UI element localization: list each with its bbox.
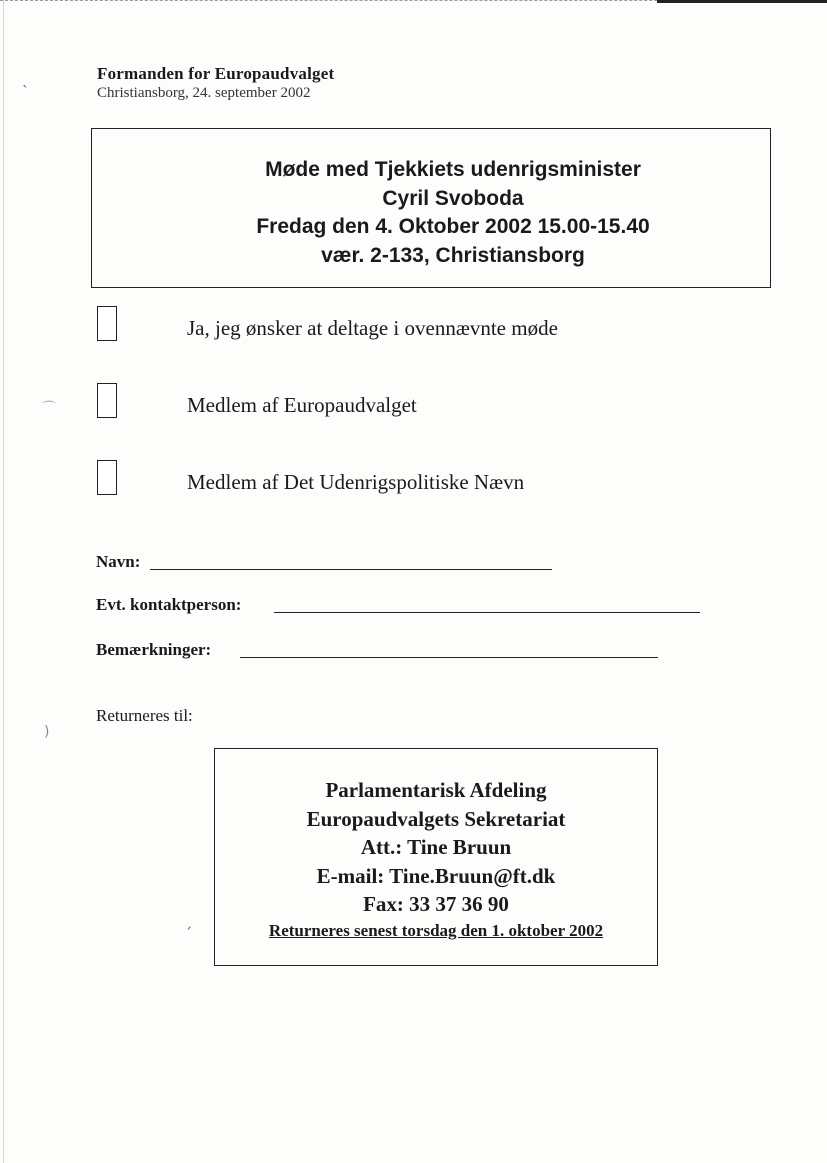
scan-speck: ˏ: [185, 914, 192, 930]
name-field[interactable]: [150, 569, 552, 570]
option-europaudvalget-label: Medlem af Europaudvalget: [187, 393, 417, 417]
return-attention: Att.: Tine Bruun: [360, 835, 512, 859]
checkbox-europaudvalget[interactable]: [97, 383, 117, 418]
checkbox-udenrigspolitiske[interactable]: [97, 460, 117, 495]
contact-field-label: Evt. kontaktperson:: [96, 595, 242, 614]
sender-name: Formanden for Europaudvalget: [97, 64, 335, 83]
meeting-guest: Cyril Svoboda: [382, 186, 524, 210]
return-address-box: [214, 748, 658, 966]
return-deadline: Returneres senest torsdag den 1. oktober 2002: [268, 920, 604, 940]
name-field-label: Navn:: [96, 552, 141, 571]
scan-speck: ⌒: [42, 401, 56, 417]
remarks-field-label: Bemærkninger:: [96, 640, 212, 659]
checkbox-attend[interactable]: [97, 306, 117, 341]
return-fax: Fax: 33 37 36 90: [363, 892, 509, 916]
meeting-title: Møde med Tjekkiets udenrigsminister: [265, 158, 641, 181]
return-label: Returneres til:: [96, 706, 193, 725]
scan-edge-mark: [657, 0, 827, 3]
return-email: E-mail: Tine.Bruun@ft.dk: [316, 863, 556, 888]
sender-block: [97, 64, 334, 102]
return-secretariat: Europaudvalgets Sekretariat: [306, 806, 566, 831]
return-department: Parlamentarisk Afdeling: [325, 778, 547, 802]
contact-field[interactable]: [274, 612, 700, 613]
meeting-datetime: Fredag den 4. Oktober 2002 15.00-15.40: [256, 215, 650, 238]
option-attend-label: Ja, jeg ønsker at deltage i ovennævnte møde: [187, 316, 558, 340]
scan-speck: ˎ: [22, 72, 29, 88]
meeting-room: vær. 2-133, Christiansborg: [321, 243, 585, 267]
meeting-title-box: [91, 128, 771, 288]
remarks-field[interactable]: [240, 657, 658, 658]
sender-place-date: Christiansborg, 24. september 2002: [97, 85, 311, 101]
option-udenrigspolitiske-label: Medlem af Det Udenrigspolitiske Nævn: [187, 470, 525, 494]
scan-speck: ): [44, 724, 50, 740]
scan-edge-left: [3, 0, 4, 1163]
